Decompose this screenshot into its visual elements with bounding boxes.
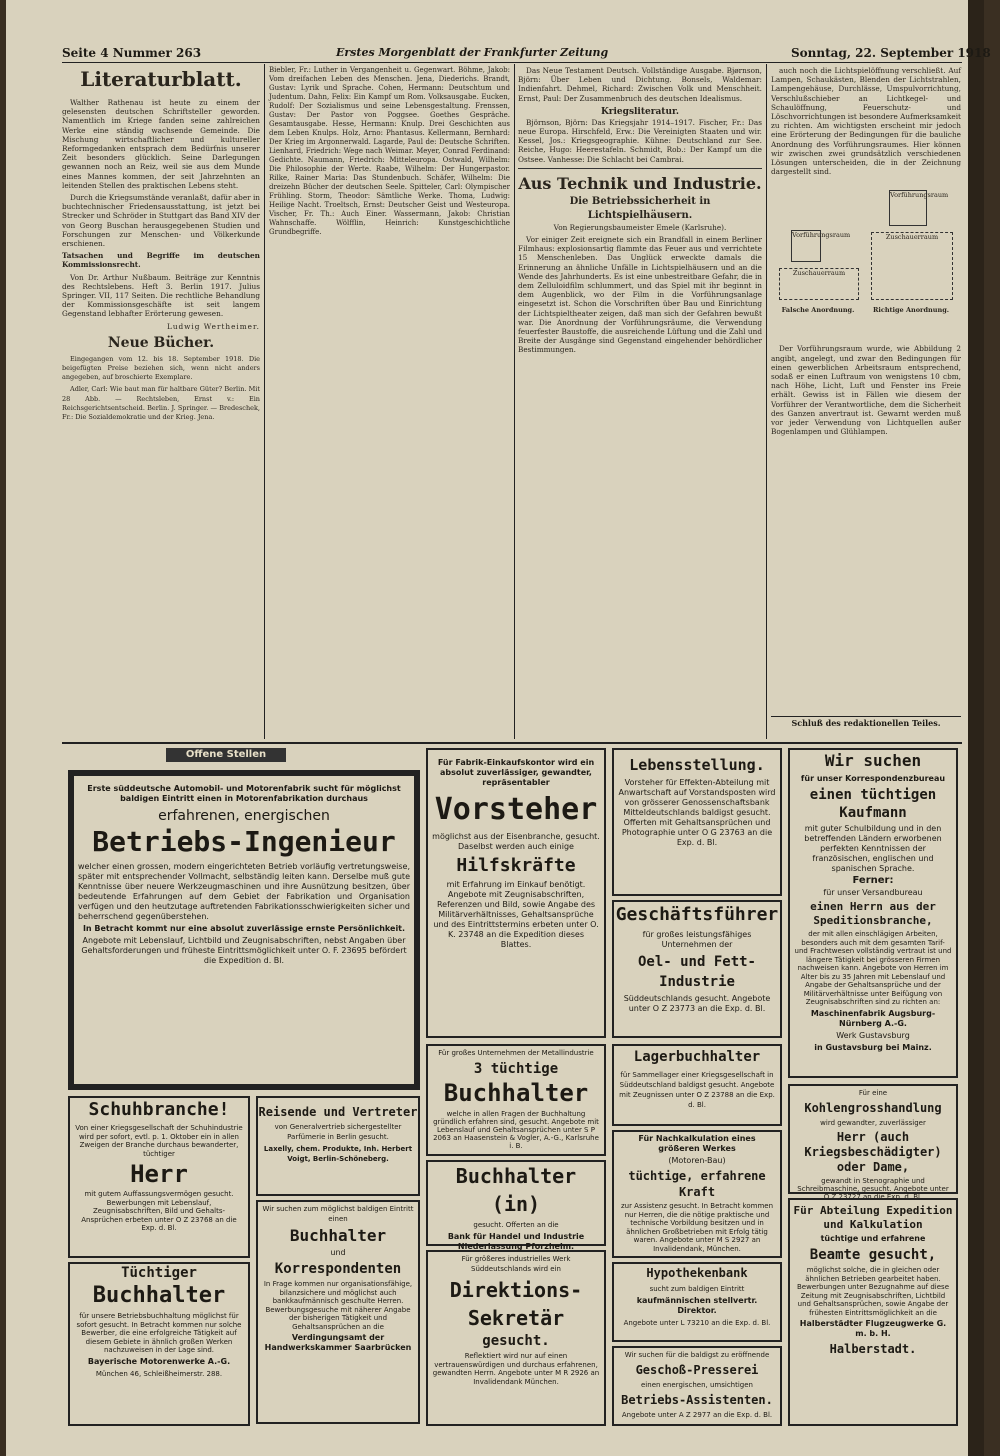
ad-kohlengrosshandlung: Für eine Kohlengrosshandlung wird gewandter, zuverlässiger Herr (auch Kriegsbeschädigter) oder Dame, gewandt in Stenographie und Schreibmaschine, gesucht. Angebote unter O Z 23727 an die Exp. d. Bl. [788, 1084, 958, 1194]
ad-headline: Hypothekenbank [646, 1266, 748, 1280]
ad-headline: Beamte gesucht, [809, 1247, 937, 1263]
ad-nachkalkulation: Für Nachkalkulation eines größeren Werkes (Motoren-Bau) tüchtige, erfahrene Kraft zur Assistenz gesucht. In Betracht kommen nur Herren, die die nötige praktische und technische Vorbildung besitzen und in ähnlichen Großbetrieben mit Erfolg tätig waren. Angebote unter M S 2927 an Invalidendank, München. [612, 1130, 782, 1258]
ad-headline: Oel- und Fett-Industrie [637, 954, 756, 990]
ad-headline: tüchtige, erfahrene Kraft [628, 1169, 766, 1199]
ad-buchhalter-in: Buchhalter (in) gesucht. Offerten an die Bank für Handel und Industrie Niederlassung Pforzheim. [426, 1160, 606, 1246]
column-divider [766, 64, 767, 739]
ad-headline: Lebensstellung. [629, 756, 765, 774]
new-books-list: Adler, Carl: Wie baut man für haltbare Güter? Berlin. Mit 28 Abb. — Rechtsleben, Ernst v.: Ein Reichsgerichtsentscheid. Berlin. J. Springer. — Bredeschek, Fr.: Die Sozialdemokratie und der Krieg. Jena. [62, 385, 260, 422]
ad-geschaeftsfuehrer: Geschäftsführer für großes leistungsfähiges Unternehmen der Oel- und Fett-Industrie Süddeutschlands gesucht. Angebote unter O Z 23773 an die Exp. d. Bl. [612, 900, 782, 1038]
new-books-intro: Eingegangen vom 12. bis 18. September 1918. Die beigefügten Preise beziehen sich, wenn nicht anders angegeben, auf broschierte Exemplare. [62, 354, 260, 382]
ad-headline: Reisende und Vertreter [258, 1105, 418, 1119]
new-books-title: Neue Bücher. [107, 334, 215, 351]
ad-hypothekenbank: Hypothekenbank sucht zum baldigen Eintritt kaufmännischen stellvertr. Direktor. Angebote unter L 73210 an die Exp. d. Bl. [612, 1262, 782, 1342]
ads-section-title: Offene Stellen [166, 748, 286, 762]
page-edge [968, 0, 984, 1456]
ad-reisende: Reisende und Vertreter von Generalvertrieb sichergestellter Parfümerie in Berlin gesucht. Laxelly, chem. Produkte, Inh. Herbert Voigt, Berlin-Schöneberg. [256, 1096, 420, 1196]
figure-room: Zuschauerraum [871, 232, 953, 300]
ad-flugzeugwerke: Für Abteilung Expedition und Kalkulation tüchtige und erfahrene Beamte gesucht, möglichst solche, die in gleichen oder ähnlichen Betrieben gearbeitet haben. Bewerbungen unter Bezugnahme auf diese Zeitung mit Zeugnisabschriften, Lichtbild und Gehaltsansprüchen, sowie Angabe der frühesten Eintrittsmöglichkeit an die Halberstädter Flugzeugwerke G. m. b. H. Halberstadt. [788, 1198, 958, 1426]
ad-headline: Hilfskräfte [456, 855, 576, 876]
ad-headline: Direktions-Sekretär [449, 1278, 583, 1330]
header-rule [62, 62, 962, 63]
ad-kaufmann: Wir suchen für unser Korrespondenzbureau einen tüchtigen Kaufmann mit guter Schulbildung und in den betreffenden Ländern erworbenen perfekten Kenntnissen der französischen, englischen und spanischen Sprache. Ferner: für unser Versandbureau einen Herrn aus der Speditionsbranche, der mit allen einschlägigen Arbeiten, besonders auch mit dem gesamten Tarif- und Frachtwesen vollständig vertraut ist und längere Tätigkeit bei grösseren Firmen nachweisen kann. Angebote von Herren im Alter bis zu 35 Jahren mit Lebenslauf und Angabe der Gehaltsansprüche und der Militärverhältnisse unter Beifügung von Zeugnisabschriften sind zu richten an: Maschinenfabrik Augsburg-Nürnberg A.-G. Werk Gustavsburg in Gustavsburg bei Mainz. [788, 748, 958, 1078]
ad-schuhbranche: Schuhbranche! Von einer Kriegsgesellschaft der Schuhindustrie wird per sofort, evtl. p. 1. Oktober ein in allen Zweigen der Branche durchaus bewanderter, tüchtiger Herr mit gutem Auffassungsvermögen gesucht. Bewerbungen mit Lebenslauf, Zeugnisabschriften, Bild und Gehalts-Ansprüchen erbeten unter O Z 23768 an die Exp. d. Bl. [68, 1096, 250, 1258]
technik-body-cont: auch noch die Lichtspielöffnung verschließt. Auf Lampen, Schaukästen, Blenden der Lichtstrahlen, Lampengehäuse, Durchlässe, Umspulvorrichtung, Verschlußschieber an Lichtkegel- und Schaulöffnung, Feuerschutz- und Löschvorrichtungen ist besondere Aufmerksamkeit zu richten. Am wichtigsten erscheint mir jedoch eine Erörterung der Bedingungen für die bauliche Anordnung des Vorführungsraumes. Hier können wir zwischen zwei grundsätzlich verschiedenen Lösungen unterscheiden, die in der Zeichnung dargestellt sind. [771, 66, 961, 177]
column-divider [514, 64, 515, 739]
ad-headline: Betriebs-Ingenieur [92, 825, 396, 858]
figure-room: Vorführungsraum [791, 230, 821, 262]
ad-buchhalter-drei: Für großes Unternehmen der Metallindustrie 3 tüchtige Buchhalter welche in allen Fragen der Buchhaltung gründlich erfahren sind, gesucht. Angebote mit Lebenslauf und Gehaltsansprüchen unter S P 2063 an Haasenstein & Vogler, A.-G., Karlsruhe i. B. [426, 1044, 606, 1156]
ad-headline: Buchhalter (in) [455, 1164, 577, 1216]
war-literature-text: Björnson, Björn: Das Kriegsjahr 1914–1917. Fischer, Fr.: Das neue Europa. Hirschfeld, Erw.: Die Vereinigten Staaten und wir. Kessel, Jos.: Kriegsgeographie. Kühne: Deutschland zur See. Reiche, Hugo: Heerestafeln. Schmidt, Rob.: Der Kampf um die Ostsee. Vanhesse: Die Schlacht bei Cambrai. [518, 117, 762, 164]
author-signature: Ludwig Wertheimer. [166, 321, 260, 331]
ad-vorsteher: Für Fabrik-Einkaufskontor wird ein absolut zuverlässiger, gewandter, repräsentabler Vorsteher möglichst aus der Eisenbranche, gesucht. Daselbst werden auch einige Hilfskräfte mit Erfahrung im Einkauf benötigt. Angebote mit Zeugnisabschriften, Referenzen und Bild, sowie Angabe des Militärverhältnisses, Gehaltsansprüche und des Eintrittstermins erbeten unter O. K. 23748 an die Expedition dieses Blattes. [426, 748, 606, 1038]
ad-geschoss-presserei: Wir suchen für die baldigst zu eröffnende Geschoß-Presserei einen energischen, umsichtigen Betriebs-Assistenten. Angebote unter A Z 2977 an die Exp. d. Bl. [612, 1346, 782, 1426]
figure-room: Zuschauerraum [779, 268, 859, 300]
column-divider [264, 64, 265, 739]
technik-subtitle: Die Betriebssicherheit in Lichtspielhäusern. [569, 195, 711, 221]
literaturblatt-column [62, 66, 260, 740]
ads-rule [62, 742, 962, 744]
ad-headline: Vorsteher [434, 792, 598, 827]
issue-date: Sonntag, 22. September 1918 [791, 46, 991, 60]
technik-body-end: Der Vorführungsraum wurde, wie Abbildung 2 angibt, angelegt, und zwar den Bedingungen für einen gewerblichen Arbeitsraum entsprechend, sodaß er einen Luftraum von wenigstens 10 cbm, nach Höhe, Licht, Luft und Fenster ins Freie erhält. Gewiss ist in Fällen wie diesem der Vorführer der Verantwortliche, dem die Sicherheit des Ganzen anvertraut ist. Gewarnt werden muß vor jeder Verwendung von Lichtquellen außer Bogenlampen und Glühlampen. [771, 344, 961, 437]
technik-title: Aus Technik und Industrie. [518, 173, 762, 193]
ad-headline: einen Herrn aus der Speditionsbranche, [810, 900, 936, 927]
ad-saarbruecken: Wir suchen zum möglichst baldigen Eintritt einen Buchhalter und Korrespondenten In Frage kommen nur organisationsfähige, bilanzsichere und möglichst auch bankkaufmännisch geschulte Herren. Bewerbungsgesuche mit näherer Angabe der bisherigen Tätigkeit und Gehaltsansprüchen an die Verdingungsamt der Handwerkskammer Saarbrücken [256, 1200, 420, 1424]
booklist-column [269, 66, 510, 740]
ad-headline: einen tüchtigen Kaufmann [809, 787, 937, 821]
end-rule [771, 716, 961, 717]
article-text: Walther Rathenau ist heute zu einem der gelesensten deutschen Schriftsteller geworden. Namentlich im Kriege fanden seine zahlreichen Werke eine ständig wachsende Gemeinde. Die Mischung wirtschaftlicher und kultureller Reformgedanken entsprach dem Bedürfnis unserer Zeit besonders glücklich. Seine Darlegungen gewannen noch an Reiz, weil sie aus dem Munde eines Mannes kommen, der seit Jahrzehnten an leitenden Stellen des praktischen Lebens steht. [62, 98, 260, 190]
technik-body: Vor einiger Zeit ereignete sich ein Brandfall in einem Berliner Filmhaus: explosionsartig flammte das Feuer aus und verrichtete 15 Menschenleben. Das Unglück erweckte damals die Erinnerung an ähnliche Unfälle in Lichtspielhäusern und an die Wende des Jahrhunderts. Es ist eine unbestreitbare Gefahr, die in dem Zelluloidfilm schlummert, und das Spiel mit ihr beginnt in dem Augenblick, wo der Film in die Vorführungsanlage eingesetzt ist. Schon die Vorschriften über Bau und Einrichtung der Lichtspieltheater zeigen, daß man sich der Gefahren bewußt war. Die Anordnung der Vorführungsräume, die Verwendung feuerfester Baustoffe, die ausreichende Lüftung und die Zahl und Breite der Ausgänge sind Gegenstand eingehender behördlicher Bestimmungen. [518, 235, 762, 355]
booklist-cont: Das Neue Testament Deutsch. Vollständige Ausgabe. Bjørnson, Björn: Über Leben und Dichtung. Bonsels, Waldemar: Indienfahrt. Dehmel, Richard: Zwischen Volk und Menschheit. Ernst, Paul: Der Zusammenbruch des deutschen Idealismus. [518, 66, 762, 103]
figure-room: Vorführungsraum [889, 190, 927, 226]
technik-column [518, 66, 762, 740]
ad-headline: Geschäftsführer [615, 904, 779, 925]
end-editorial-note: Schluß des redaktionellen Teiles. [791, 718, 941, 728]
ad-headline: Herr (auch Kriegsbeschädigter) oder Dame, [804, 1130, 942, 1174]
masthead: Erstes Morgenblatt der Frankfurter Zeitung [336, 46, 609, 59]
layout-figure [771, 180, 961, 340]
article-heading: Tatsachen und Begriffe im deutschen Kommissionsrecht. [62, 251, 260, 270]
figure-caption: Falsche Anordnung. [781, 306, 855, 315]
ad-buchhalter-bmw: Tüchtiger Buchhalter für unsere Betriebsbuchhaltung möglichst für sofort gesucht. In Betracht kommen nur solche Bewerber, die eine erfolgreiche Tätigkeit auf diesem Gebiete in ähnlich großen Werken nachzuweisen in der Lage sind. Bayerische Motorenwerke A.-G. München 46, Schleißheimerstr. 288. [68, 1262, 250, 1426]
technik-column-cont [771, 66, 961, 740]
ad-headline: Schuhbranche! [88, 1099, 230, 1120]
ad-headline: Buchhalter [92, 1283, 226, 1308]
ad-headline: Lagerbuchhalter [633, 1049, 761, 1065]
article-text: Durch die Kriegsumstände veranlaßt, dafür aber in buchtechnischer Friedensausstattung, ist jetzt bei Strecker und Schröder in Stuttgart das Band XIV der von Georg Buschan herausgegebenen Studien und Forschungen zur Menschen- und Völkerkunde erschienen. [62, 193, 260, 249]
ad-headline: Betriebs-Assistenten. [621, 1393, 773, 1407]
ad-headline: Korrespondenten [274, 1261, 402, 1277]
war-literature-title: Kriegsliteratur. [600, 106, 680, 117]
ad-headline: Geschoß-Presserei [635, 1363, 759, 1377]
article-text: Von Dr. Arthur Nußbaum. Beiträge zur Kenntnis des Rechtslebens. Heft 3. Berlin 1917. Julius Springer. VII, 117 Seiten. Die rechtliche Behandlung der Kommissionsgeschäfte ist seit langem Gegenstand lebhafter Erörterung gewesen. [62, 272, 260, 319]
page-number: Seite 4 Nummer 263 [62, 46, 202, 60]
ad-direktions-sekretaer: Für größeres industrielles Werk Süddeutschlands wird ein Direktions-Sekretär gesucht. Reflektiert wird nur auf einen vertrauenswürdigen und durchaus erfahrenen, gewandten Herrn. Angebote unter M R 2926 an Invalidendank München. [426, 1250, 606, 1426]
technik-byline: Von Regierungsbaumeister Emele (Karlsruhe). [553, 222, 727, 232]
ad-lebensstellung: Lebensstellung. Vorsteher für Effekten-Abteilung mit Anwartschaft auf Vorstandsposten wird von grösserer Genossenschaftsbank Mitteldeutschlands baldigst gesucht. Offerten mit Gehaltsansprüchen und Photographie unter O G 23763 an die Exp. d. Bl. [612, 748, 782, 896]
ad-lagerbuchhalter: Lagerbuchhalter für Sammellager einer Kriegsgesellschaft in Süddeutschland baldigst gesucht. Angebote mit Zeugnissen unter O Z 23788 an die Exp. d. Bl. [612, 1044, 782, 1126]
newspaper-page [6, 0, 991, 1456]
ad-headline: Buchhalter [443, 1079, 589, 1107]
ad-headline: Buchhalter [289, 1226, 387, 1245]
ad-betriebs-ingenieur: Erste süddeutsche Automobil- und Motorenfabrik sucht für möglichst baldigen Eintritt einen in Motorenfabrikation durchaus erfahrenen, energischen Betriebs-Ingenieur welcher einen grossen, modern eingerichteten Betrieb vorläufig vertretungsweise, später mit entsprechender Vollmacht, selbständig leiten kann. Derselbe muß gute Kenntnisse über neuere Werkzeugmaschinen und ihre Ausnützung besitzen, über bedeutende Erfahrungen auf dem Gebiet der Fabrikation und Organisation verfügen und den heutzutage auftretenden Fabrikationsschwierigkeiten sicher und beherrschend gegenüberstehen. In Betracht kommt nur eine absolut zuverlässige ernste Persönlichkeit. Angebote mit Lebenslauf, Lichtbild und Zeugnisabschriften, nebst Angaben über Gehaltsforderungen und früheste Eintrittsmöglichkeit unter O. F. 23695 befördert die Expedition d. Bl. [68, 770, 420, 1090]
booklist-text: Biebler, Fr.: Luther in Vergangenheit u. Gegenwart. Böhme, Jakob: Vom dreifachen Leben des Menschen. Jena, Diederichs. Brandt, Gustav: Lyrik und Sprache. Cohen, Hermann: Deutschtum und Judentum. Dahn, Felix: Ein Kampf um Rom. Volksausgabe. Eucken, Rudolf: Der Sozialismus und seine Lebensgestaltung. Frenssen, Gustav: Der Pastor von Poggsee. Goethes Gespräche. Gesamtausgabe. Hesse, Hermann: Knulp. Drei Geschichten aus dem Leben Knulps. Holz, Arno: Phantasus. Kellermann, Bernhard: Der Krieg im Argonnerwald. Lagarde, Paul de: Deutsche Schriften. Lienhard, Friedrich: Wege nach Weimar. Meyer, Conrad Ferdinand: Gedichte. Naumann, Friedrich: Mitteleuropa. Ostwald, Wilhelm: Die Philosophie der Werte. Raabe, Wilhelm: Der Hungerpastor. Rilke, Rainer Maria: Das Stundenbuch. Schäfer, Wilhelm: Die dreizehn Bücher der deutschen Seele. Spitteler, Carl: Olympischer Frühling. Storm, Theodor: Sämtliche Werke. Thoma, Ludwig: Heilige Nacht. Troeltsch, Ernst: Deutscher Geist und Westeuropa. Vischer, Fr. Th.: Auch Einer. Wassermann, Jakob: Christian Wahnschaffe. Wölfflin, Heinrich: Kunstgeschichtliche Grundbegriffe. [269, 66, 510, 236]
figure-caption: Richtige Anordnung. [872, 306, 950, 315]
ad-headline: Kohlengrosshandlung [804, 1101, 942, 1115]
section-title: Literaturblatt. [80, 67, 242, 91]
ad-headline: Herr [130, 1160, 188, 1188]
